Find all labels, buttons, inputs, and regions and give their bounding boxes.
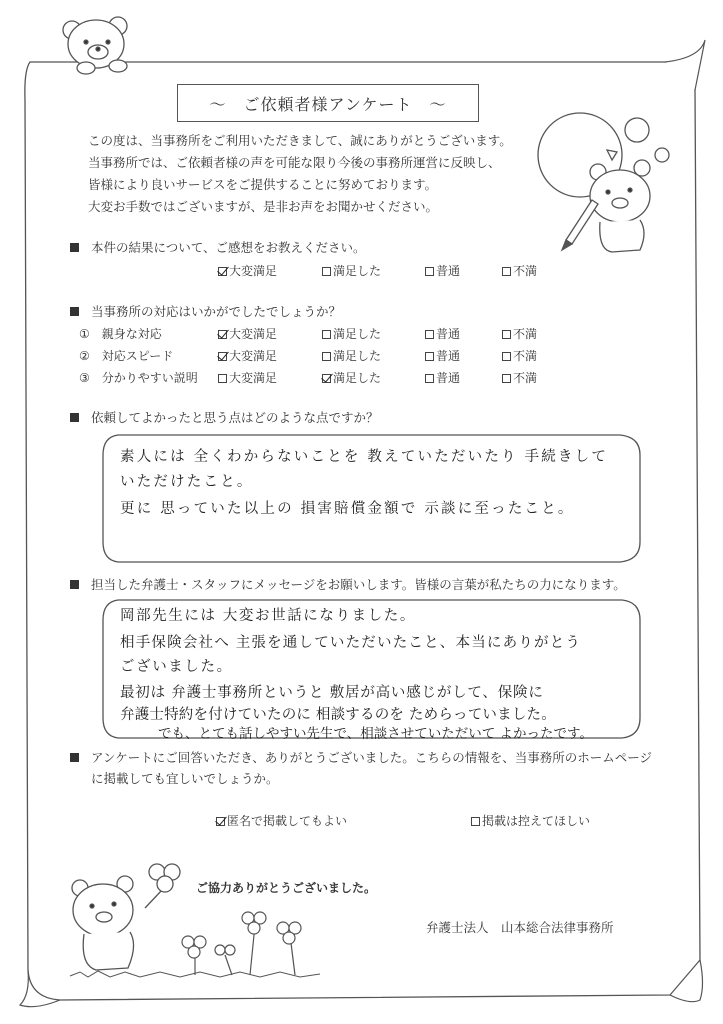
checkbox-icon[interactable] xyxy=(502,267,511,276)
checkbox-icon[interactable] xyxy=(425,267,434,276)
intro-line: 皆様により良いサービスをご提供することに努めております。 xyxy=(88,177,438,192)
q2-option-label: 大変満足 xyxy=(229,327,278,341)
q3-answer-line: いただけたこと。 xyxy=(120,474,254,490)
q3-answer-line: 素人には 全くわからないことを 教えていただいたり 手続きして xyxy=(120,449,609,465)
intro-line: 大変お手数ではございますが、是非お声をお聞かせください。 xyxy=(88,199,439,214)
question-2 xyxy=(70,302,341,320)
q2-r3-option-3[interactable] xyxy=(425,369,460,386)
q1-option-label: 普通 xyxy=(436,264,461,278)
intro-line: 当事務所では、ご依頼者様の声を可能な限り今後の事務所運営に反映し、 xyxy=(88,155,501,170)
checkbox-icon[interactable] xyxy=(218,374,227,383)
row-label: 親身な対応 xyxy=(101,327,162,341)
q4-answer-line: ございました。 xyxy=(120,659,233,675)
checkbox-checked-icon[interactable] xyxy=(218,267,227,276)
q1-option-label: 満足した xyxy=(333,264,382,278)
row-number: ① xyxy=(79,327,90,341)
q2-row-2-label xyxy=(79,347,173,364)
checkbox-icon[interactable] xyxy=(322,330,331,339)
question-4 xyxy=(70,575,626,593)
q1-option-label: 大変満足 xyxy=(229,264,278,278)
checkbox-checked-icon[interactable] xyxy=(216,817,225,826)
q2-row-3-label xyxy=(79,369,198,386)
checkbox-icon[interactable] xyxy=(425,374,434,383)
q2-r3-option-2[interactable] xyxy=(322,369,381,386)
q1-option-1[interactable] xyxy=(218,262,277,279)
q5-option-1[interactable] xyxy=(216,812,347,829)
checkbox-icon[interactable] xyxy=(322,352,331,361)
q2-r1-option-2[interactable] xyxy=(322,325,381,342)
q2-option-label: 大変満足 xyxy=(229,349,278,363)
row-number: ② xyxy=(79,349,90,363)
q2-option-label: 不満 xyxy=(513,327,538,341)
q2-r1-option-3[interactable] xyxy=(425,325,460,342)
checkbox-icon[interactable] xyxy=(502,374,511,383)
bullet-square-icon xyxy=(70,307,79,316)
q2-r2-option-1[interactable] xyxy=(218,347,277,364)
firm-signature: 弁護士法人 山本総合法律事務所 xyxy=(426,920,614,935)
question-1 xyxy=(70,238,366,256)
bullet-square-icon xyxy=(70,753,79,762)
q1-option-2[interactable] xyxy=(322,262,381,279)
question-4-text: 担当した弁護士・スタッフにメッセージをお願いします。皆様の言葉が私たちの力になります。 xyxy=(91,577,626,592)
q4-answer-line: 岡部先生には 大変お世話になりました。 xyxy=(120,608,417,624)
bullet-square-icon xyxy=(70,413,79,422)
q5-option-2[interactable] xyxy=(471,812,590,829)
checkbox-icon[interactable] xyxy=(502,330,511,339)
q2-r1-option-4[interactable] xyxy=(502,325,537,342)
q2-option-label: 普通 xyxy=(436,371,461,385)
question-3 xyxy=(70,408,379,426)
q2-option-label: 満足した xyxy=(333,327,382,341)
q2-option-label: 普通 xyxy=(436,327,461,341)
q2-option-label: 不満 xyxy=(513,349,538,363)
intro-line: この度は、当事務所をご利用いただきまして、誠にありがとうございます。 xyxy=(88,133,512,148)
checkbox-icon[interactable] xyxy=(322,267,331,276)
checkbox-icon[interactable] xyxy=(502,352,511,361)
question-5-text: アンケートにご回答いただき、ありがとうございました。こちらの情報を、当事務所のホームページ xyxy=(91,750,653,765)
q2-r3-option-4[interactable] xyxy=(502,369,537,386)
q1-option-3[interactable] xyxy=(425,262,460,279)
question-2-text: 当事務所の対応はいかがでしたでしょうか？ xyxy=(91,304,342,319)
checkbox-checked-icon[interactable] xyxy=(218,330,227,339)
question-5-line-2: に掲載しても宜しいでしょうか。 xyxy=(91,771,279,786)
checkbox-icon[interactable] xyxy=(471,817,480,826)
row-label: 分かりやすい説明 xyxy=(101,371,198,385)
question-1-text: 本件の結果について、ご感想をお教えください。 xyxy=(91,240,366,255)
survey-title: ～ ご依頼者様アンケート ～ xyxy=(177,84,479,122)
row-label: 対応スピード xyxy=(101,349,174,363)
q3-answer-line: 更に 思っていた以上の 損害賠償金額で 示談に至ったこと。 xyxy=(120,501,575,517)
checkbox-icon[interactable] xyxy=(425,330,434,339)
q2-r3-option-1[interactable] xyxy=(218,369,277,386)
q4-answer-line: でも、とても話しやすい先生で、相談させていただいて よかったです。 xyxy=(158,726,593,742)
question-5 xyxy=(70,748,652,766)
bullet-square-icon xyxy=(70,243,79,252)
q2-option-label: 普通 xyxy=(436,349,461,363)
question-3-text: 依頼してよかったと思う点はどのような点ですか？ xyxy=(91,410,379,425)
q4-answer-line: 相手保険会社へ 主張を通していただいたこと、本当にありがとう xyxy=(120,635,582,651)
checkbox-checked-icon[interactable] xyxy=(322,374,331,383)
checkbox-icon[interactable] xyxy=(425,352,434,361)
q2-option-label: 満足した xyxy=(333,349,382,363)
q1-option-4[interactable] xyxy=(502,262,537,279)
q2-option-label: 大変満足 xyxy=(229,371,278,385)
row-number: ③ xyxy=(79,371,90,385)
thanks-message: ご協力ありがとうございました。 xyxy=(196,881,377,895)
q2-r2-option-4[interactable] xyxy=(502,347,537,364)
q2-r2-option-3[interactable] xyxy=(425,347,460,364)
checkbox-checked-icon[interactable] xyxy=(218,352,227,361)
q2-option-label: 満足した xyxy=(333,371,382,385)
intro-text xyxy=(88,130,512,218)
q2-row-1-label xyxy=(79,325,162,342)
q4-answer-line: 最初は 弁護士事務所というと 敷居が高い感じがして、保険に xyxy=(120,685,544,701)
q1-option-label: 不満 xyxy=(513,264,538,278)
q5-option-label: 掲載は控えてほしい xyxy=(482,814,591,828)
q2-r2-option-2[interactable] xyxy=(322,347,381,364)
q4-answer-line: 弁護士特約を付けていたのに 相談するのを ためらっていました。 xyxy=(120,707,556,723)
q2-option-label: 不満 xyxy=(513,371,538,385)
q5-option-label: 匿名で掲載してもよい xyxy=(227,814,348,828)
bullet-square-icon xyxy=(70,580,79,589)
q2-r1-option-1[interactable] xyxy=(218,325,277,342)
